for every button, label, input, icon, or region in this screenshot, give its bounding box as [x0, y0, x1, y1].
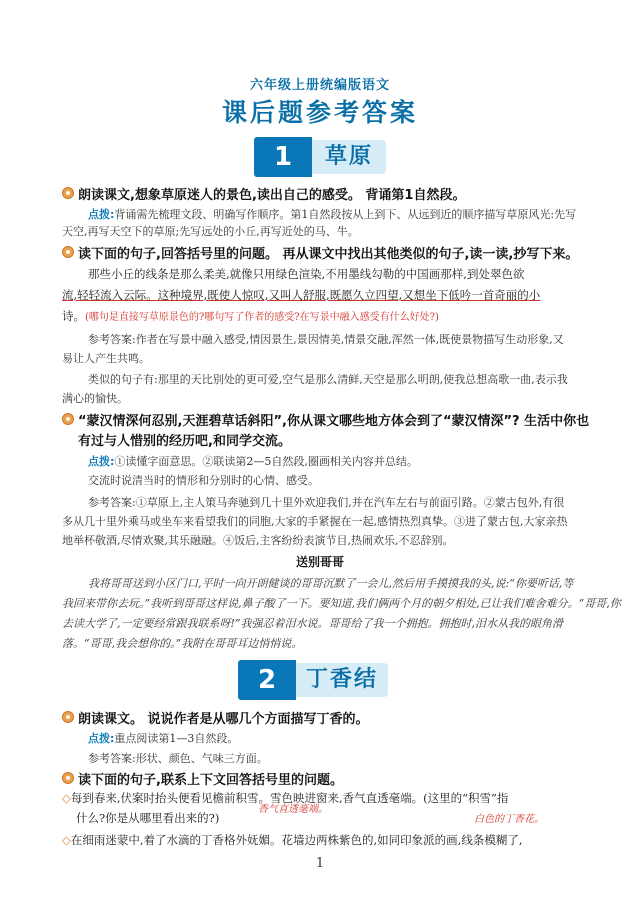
essay-line3: 去读大学了,一定要经常跟我联系呀!”我强忍着泪水说。哥哥给了我一个拥抱。拥抱时,泪水从我的眼角滑 — [62, 617, 564, 630]
page-number: 1 — [315, 856, 325, 871]
lesson-1-question-3-line1: “蒙汉情深何忍别,天涯碧草话斜阳”,你从课文哪些地方体会到了“蒙汉情深”? 生活中你也 — [78, 414, 590, 429]
question-icon — [62, 187, 74, 199]
question-icon — [62, 413, 74, 425]
lesson-2-q1-hint — [88, 730, 238, 746]
hint-text: ①读懂字面意思。②联读第2—5自然段,圈画相关内容并总结。 — [114, 455, 418, 468]
ref-label: 参考答案: — [88, 333, 136, 346]
lesson-1-q3-hint-line1 — [88, 453, 418, 469]
lesson-1-question-3-line2: 有过与人惜别的经历吧,和同学交流。 — [78, 434, 291, 449]
lesson-1-q1-hint-line1 — [88, 206, 576, 222]
lesson-2-q1-ref — [88, 750, 268, 766]
question-icon — [62, 772, 74, 784]
lesson-1-q2-similar-line2: 满心的愉快。 — [62, 392, 128, 405]
lesson-1-question-2: 读下面的句子,回答括号里的问题。 再从课文中找出其他类似的句子,读一读,抄写下来。 — [78, 247, 579, 262]
lesson-1-q3-ref-line2: 多从几十里外乘马或坐车来看望我们的同胞,大家的手紧握在一起,感情热烈真挚。③进了蒙古包,大家亲热 — [62, 515, 568, 528]
diamond-bullet-icon: ◇ — [62, 791, 71, 805]
ref-label: 参考答案: — [88, 496, 136, 509]
lesson-2-number: 2 — [257, 665, 277, 695]
hint-label: 点拨: — [88, 455, 115, 468]
lesson-2-q2-item2-line1 — [62, 832, 522, 848]
essay-line1: 我将哥哥送到小区门口,平时一向开朗健谈的哥哥沉默了一会儿,然后用手摸摸我的头,说:“你要听话,等 — [88, 577, 574, 590]
lesson-2-q2-item1-line2: 什么?你是从哪里看出来的?) — [76, 811, 220, 825]
passage-line1: 那些小丘的线条是那么柔美,就像只用绿色渲染,不用墨线勾勒的中国画那样,到处翠色欲 — [88, 267, 525, 281]
essay-line4: 落。“哥哥,我会想你的。”我附在哥哥耳边悄悄说。 — [62, 637, 303, 650]
question-icon — [62, 711, 74, 723]
lesson-2-question-2: 读下面的句子,联系上下文回答括号里的问题。 — [78, 773, 343, 788]
hint-label: 点拨: — [88, 732, 115, 745]
hint-text: 背诵需先梳理文段、明确写作顺序。第1自然段按从上到下、从远到近的顺序描写草原风光:先写 — [114, 208, 577, 221]
question-icon — [62, 246, 74, 258]
lesson-1-q3-hint-line2: 交流时说清当时的情形和分别时的心情、感受。 — [88, 474, 319, 487]
lesson-1-q2-similar-line1: 类似的句子有:那里的天比别处的更可爱,空气是那么清鲜,天空是那么明朗,使我总想高歌一曲,表示我 — [88, 373, 568, 386]
lesson-1-name: 草原 — [324, 144, 373, 169]
ref-label: 参考答案: — [88, 752, 136, 765]
ref-text: 作者在写景中融入感受,情因景生,景因情美,情景交融,浑然一体,既使景物描写生动形象,又 — [135, 333, 564, 346]
passage-line3-text: 诗。 — [62, 309, 85, 323]
lesson-1-question-1: 朗读课文,想象草原迷人的景色,读出自己的感受。 背诵第1自然段。 — [78, 188, 466, 203]
lesson-1-q3-ref-line3: 地举杯敬酒,尽情欢聚,其乐融融。④饭后,主客纷纷表演节目,热闹欢乐,不忍辞别。 — [62, 534, 454, 547]
handwritten-note-right: 白色的丁香花。 — [474, 814, 544, 825]
header-subtitle: 六年级上册统编版语文 — [249, 78, 390, 93]
item2-text: 在细雨迷蒙中,着了水滴的丁香格外妩媚。花墙边两株紫色的,如同印象派的画,线条模糊了, — [70, 833, 523, 847]
lesson-2-name: 丁香结 — [305, 667, 378, 692]
hint-label: 点拨: — [88, 208, 115, 221]
essay-title: 送别哥哥 — [295, 555, 344, 569]
ref-text: 形状、颜色、气味三方面。 — [135, 752, 268, 765]
lesson-2-question-1: 朗读课文。 说说作者是从哪几个方面描写丁香的。 — [78, 712, 369, 727]
ref-text: ①草原上,主人策马奔驰到几十里外欢迎我们,并在汽车左右与前面引路。②蒙古包外,有很 — [135, 496, 565, 509]
page-title: 课后题参考答案 — [221, 98, 418, 127]
essay-line2: 我回来带你去玩。”我听到哥哥这样说,鼻子酸了一下。要知道,我们俩两个月的朝夕相处,已让我们难舍难分。“哥哥,你 — [62, 597, 621, 610]
passage-line2: 流,轻轻流入云际。这种境界,既使人惊叹,又叫人舒服,既愿久立四望,又想坐下低吟一首奇丽的小 — [62, 288, 541, 302]
hint-text: 重点阅读第1—3自然段。 — [114, 732, 239, 745]
lesson-1-q3-ref-line1 — [88, 494, 564, 510]
lesson-1-heading — [254, 137, 386, 177]
lesson-2-heading — [238, 660, 388, 700]
lesson-1-q1-hint-line2: 天空,再写天空下的草原;先写远处的小丘,再写近处的马、牛。 — [62, 225, 359, 238]
handwritten-note-left: 香气直透毫端。 — [258, 804, 328, 815]
passage-question: (哪句是直接写草原景色的?哪句写了作者的感受?在写景中融入感受有什么好处?) — [85, 312, 439, 323]
lesson-1-number: 1 — [273, 142, 293, 172]
diamond-bullet-icon: ◇ — [62, 833, 71, 847]
passage-line3 — [62, 308, 439, 324]
item1-text: 每到春来,伏案时抬头便看见檐前积雪。雪色映进窗来,香气直透毫端。(这里的“积雪”指 — [70, 791, 509, 805]
lesson-1-q2-ref-line1 — [88, 331, 564, 347]
lesson-1-q2-ref-line2: 易让人产生共鸣。 — [62, 352, 150, 365]
